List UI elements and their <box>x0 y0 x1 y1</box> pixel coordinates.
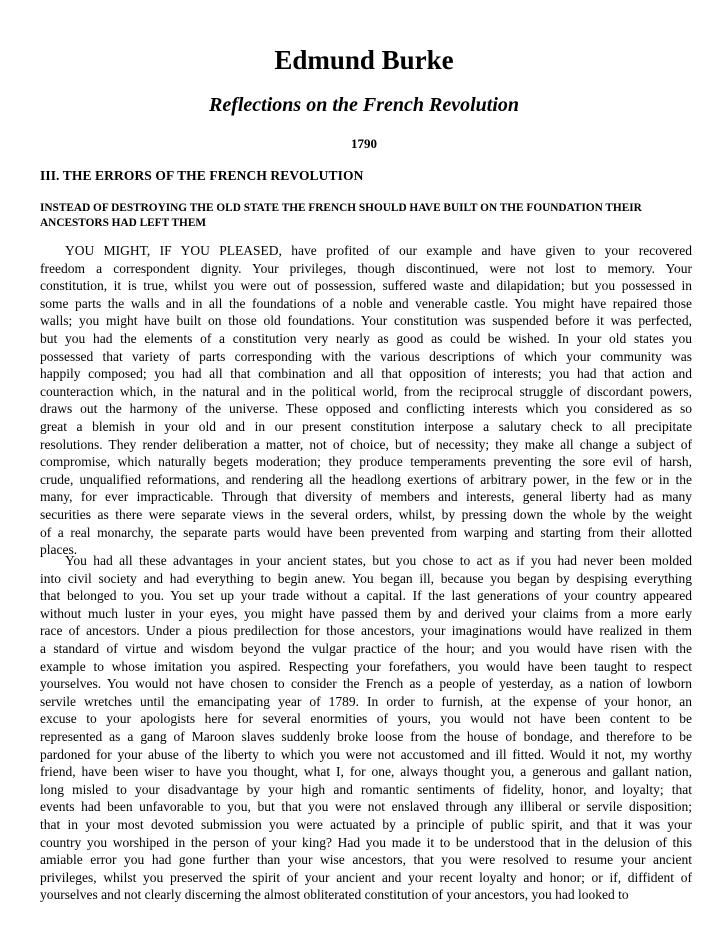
paragraph-line: many, for ever impracticable. Through that diversity of members and interests, general liberty had as many <box>40 489 692 505</box>
paragraph-line: freedom a correspondent dignity. Your privileges, though discontinued, were not lost to memory. Your <box>40 260 692 276</box>
paragraph-line: YOU MIGHT, IF YOU PLEASED, have profited of our example and have given to your recovered <box>65 243 692 258</box>
paragraph-line: servile wretches until the emancipating year of 1789. In order to furnish, at the expense of your honor, an <box>40 693 692 709</box>
publication-year: 1790 <box>351 136 377 151</box>
paragraph-line: counteraction which, in the natural and in the political world, from the reciprocal struggle of discordant powers, <box>40 383 692 399</box>
paragraph-line: a standard of virtue and wisdom beyond the vulgar practice of the hour; and you would have risen with the <box>40 640 692 656</box>
paragraph-line: example to whose imitation you aspired. Respecting your forefathers, you would have been taught to respect <box>40 658 692 674</box>
paragraph-line: represented as a gang of Maroon slaves suddenly broke loose from the house of bondage, and therefore to be <box>40 728 692 744</box>
paragraph-line: but you had the elements of a constitution very nearly as good as could be wished. In your old states you <box>40 330 692 346</box>
author-name: Edmund Burke <box>274 45 454 75</box>
paragraph-line: You had all these advantages in your ancient states, but you chose to act as if you had never been molded <box>65 553 692 568</box>
paragraph-line: securities as there were separate views in the several orders, whilst, by pressing down the whole by the weight <box>40 506 692 522</box>
paragraph-line: that belonged to you. You set up your trade without a capital. If the last generations of your country appeared <box>40 588 692 604</box>
paragraph-line: without much luster in your eyes, you might have passed them by and derived your claims from a more early <box>40 605 692 621</box>
paragraph-line: crude, unqualified reformations, and rendering all the headlong exertions of arbitrary power, in the few or in the <box>40 471 692 487</box>
paragraph-line: some parts the walls and in all the foundations of a noble and venerable castle. You might have repaired those <box>40 295 692 311</box>
paragraph-line: walls; you might have built on those old foundations. Your constitution was suspended before it was perfected, <box>40 313 692 329</box>
paragraph-line: into civil society and had everything to begin anew. You began ill, because you began by despising everything <box>40 570 692 586</box>
paragraph-line: constitution, it is true, whilst you were out of possession, suffered waste and dilapidation; but you possessed in <box>40 278 692 294</box>
paragraph-line: yourselves and not clearly discerning the almost obliterated constitution of your ancestors, you had looked to <box>40 887 629 903</box>
paragraph-line: that in your most devoted submission you were actuated by a principle of public spirit, and that it was your <box>40 816 692 832</box>
paragraph-line: events had been unfavorable to you, but that you were not enslaved through any illiberal or servile disposition; <box>40 799 692 815</box>
paragraph-line: of a real monarchy, the separate parts would have been prevented from warping and starting from their allotted <box>40 524 692 540</box>
paragraph-line: possessed that variety of parts corresponding with the various descriptions of which your community was <box>40 348 692 364</box>
paragraph-line: places. <box>40 542 78 558</box>
paragraph-line: pardoned for your abuse of the liberty to which you were not accustomed and ill fitted. Would it not, my worthy <box>40 746 692 762</box>
paragraph-line: resolutions. They render deliberation a matter, not of choice, but of necessity; they make all change a subject of <box>40 436 692 452</box>
paragraph-line: amiable error you had gone further than your wise ancestors, that you were resolved to resume your ancient <box>40 852 692 868</box>
book-title: Reflections on the French Revolution <box>208 94 520 116</box>
paragraph-2 <box>40 552 692 904</box>
section-subheading: INSTEAD OF DESTROYING THE OLD STATE THE FRENCH SHOULD HAVE BUILT ON THE FOUNDATION THEIR ANCESTORS HAD LEFT THEM <box>40 202 642 229</box>
paragraph-line: friend, have been wiser to have you thought, what I, for one, always thought you, a generous and gallant nation, <box>40 764 692 780</box>
paragraph-1 <box>40 242 692 559</box>
paragraph-line: excuse to your apologists here for several enormities of yours, you would not have been content to be <box>40 711 692 727</box>
paragraph-line: yourselves. You would not have chosen to consider the French as a people of yesterday, as a nation of lowborn <box>40 676 692 692</box>
paragraph-line: great a blemish in your old and in our present constitution interpose a salutary check to all precipitate <box>40 418 692 434</box>
paragraph-line: race of ancestors. Under a pious predilection for those ancestors, your imaginations would have realized in them <box>40 623 692 639</box>
paragraph-line: happily composed; you had all that combination and all that opposition of interests; you had that action and <box>40 366 692 382</box>
paragraph-line: compromise, which naturally begets moderation; they produce temperaments preventing the sore evil of harsh, <box>40 454 692 470</box>
paragraph-line: privileges, whilst you preserved the spirit of your ancient and your recent loyalty and honor; or if, diffident of <box>40 869 692 885</box>
paragraph-line: country you worshiped in the person of your king? Had you made it to be understood that in the delusion of this <box>40 834 692 850</box>
paragraph-line: long misled to your disadvantage by your high and romantic sentiments of fidelity, honor, and loyalty; that <box>40 781 692 797</box>
chapter-heading: III. THE ERRORS OF THE FRENCH REVOLUTION <box>40 168 364 183</box>
paragraph-line: draws out the harmony of the universe. These opposed and conflicting interests which you considered as so <box>40 401 692 417</box>
